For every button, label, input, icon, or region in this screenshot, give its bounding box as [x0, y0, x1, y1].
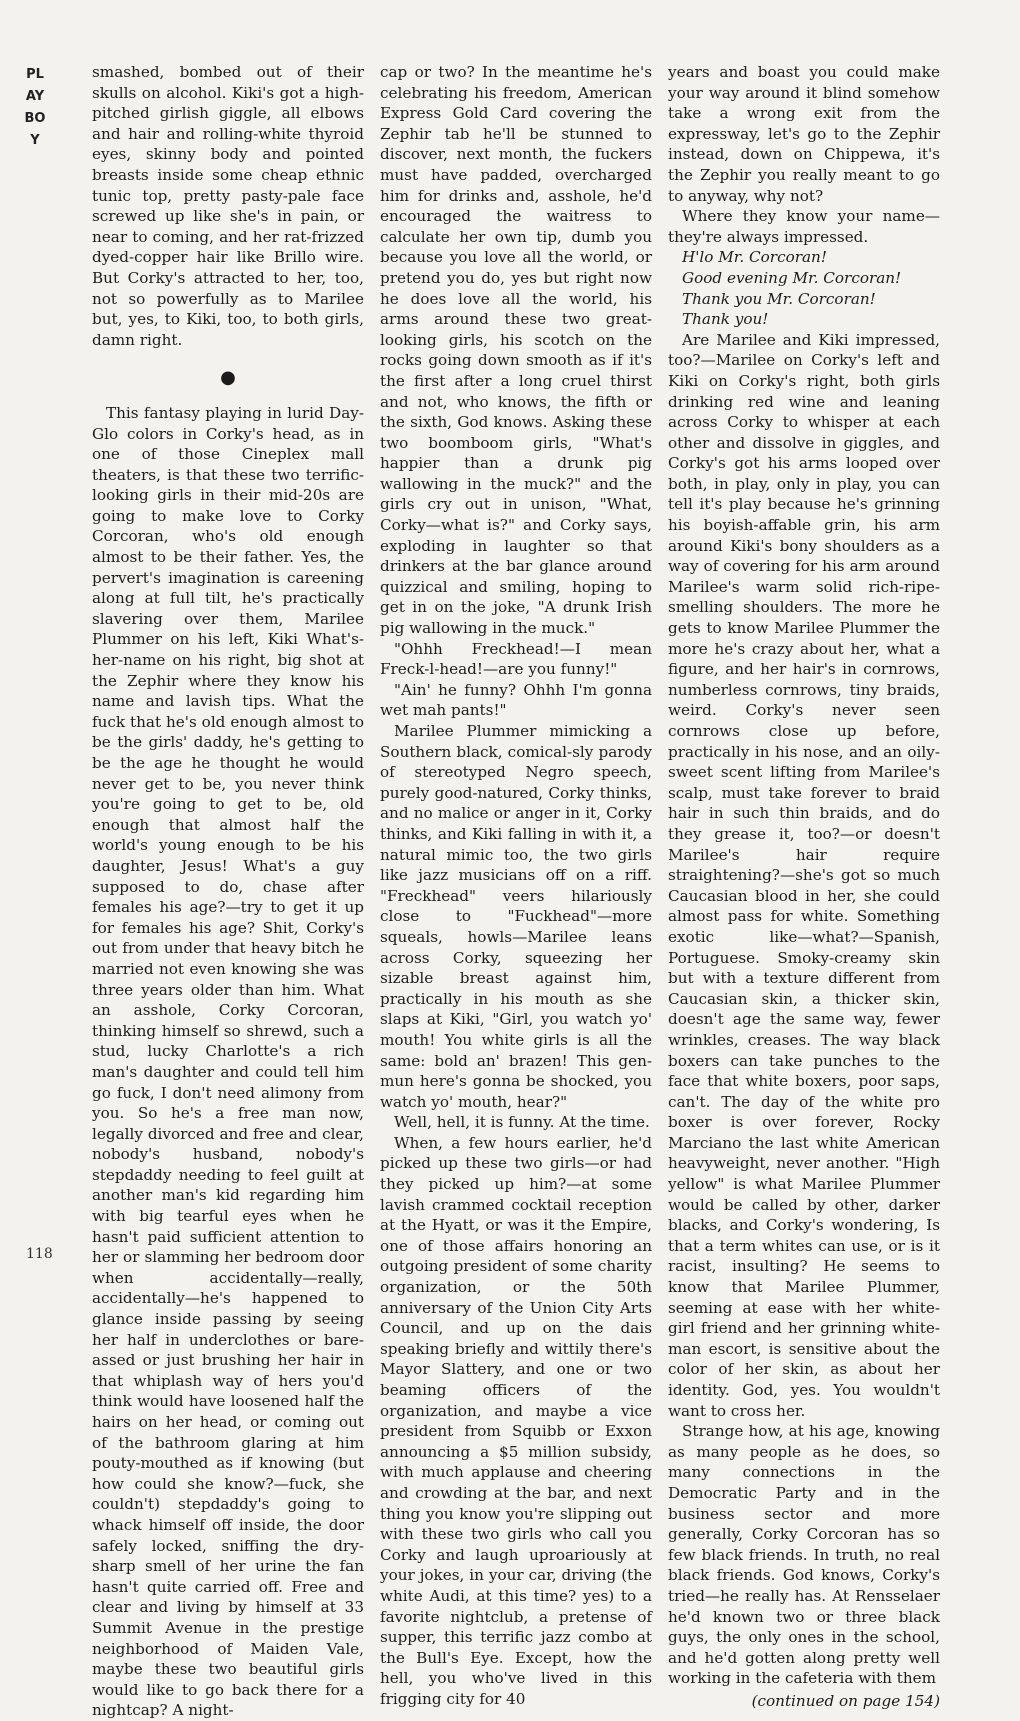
paragraph: When, a few hours earlier, he'd picked up these two girls—or had they picked up him?—at some lavish crammed cocktail reception at the Hyatt, or was it the Empire, one of those affairs honoring an outgoing president of some charity organization, or the 50th anniversary of the Union City Arts Council, and up on the dais speaking briefly and wittily there's Mayor Slattery, and one or two beaming officers of the organization, and maybe a vice president from Squibb or Exxon announcing a $5 million subsidy, with much applause and cheering and crowding at the bar, and next thing you know you're slipping out with these two girls who call you Corky and laugh uproariously at your jokes, in your car, driving (the white Audi, at this time? yes) to a favorite nightclub, a pretense of supper, this terrific jazz combo at the Bull's Eye. Except, how the hell, you who've lived in this frigging city for 40	[380, 1133, 652, 1708]
paragraph: Marilee Plummer mimicking a Southern black, comical-sly parody of stereotyped Negro speech, purely good-natured, Corky thinks, and no malice or anger in it, Corky thinks, and Kiki falling in with it, a natural mimic too, the two girls like jazz musicians off on a riff. "Freckhead" veers hilariously close to "Fuckhead"—more squeals, howls—Marilee leans across Corky, squeezing her sizable breast against him, practically in his mouth as she slaps at Kiki, "Girl, you watch yo' mouth! You white girls is all the same: bold an' brazen! This gen-mun here's gonna be shocked, you watch yo' mouth, hear?"	[380, 722, 652, 1111]
page-number: 118	[26, 1246, 53, 1262]
paragraph: "Ohhh Freckhead!—I mean Freck-l-head!—are you funny!"	[380, 639, 652, 679]
paragraph: cap or two? In the meantime he's celebrating his freedom, American Express Gold Card covering the Zephir tab he'll be stunned to discover, next month, the fuckers must have padded, overcharged him for drinks and, asshole, he'd encouraged the waitress to calculate her own tip, dumb you because you love all the world, or pretend you do, yes but right now he does love all the world, his arms around these two great-looking girls, his scotch on the rocks going down smooth as if it's the first after a long cruel thirst and not, who knows, the fifth or the sixth, God knows. Asking these two boomboom girls, "What's happier than a drunk pig wallowing in the muck?" and the girls cry out in unison, "What, Corky—what is?" and Corky says, exploding in laughter so that drinkers at the bar glance around quizzical and smiling, hoping to get in on the joke, "A drunk Irish pig wallowing in the muck."	[380, 63, 652, 638]
paragraph: years and boast you could make your way around it blind somehow take a wrong exit from the expressway, let's go to the Zephir instead, down on Chippewa, it's the Zephir you really meant to go to anyway, why not?	[668, 63, 940, 205]
paragraph: This fantasy playing in lurid Day-Glo colors in Corky's head, as in one of those Cineplex mall theaters, is that these two terrific-looking girls in their mid-20s are going to make love to Corky Corcoran, who's old enough almost to be their father. Yes, the pervert's imagination is careening along at full tilt, he's practically slavering over them, Marilee Plummer on his left, Kiki What's-her-name on his right, big shot at the Zephir where they know his name and lavish tips. What the fuck that he's old enough almost to be the girls' daddy, he's getting to be the age he thought he would never get to be, you never think you're going to get to be, old enough that almost half the world's young enough to be his daughter, Jesus! What's a guy supposed to do, chase after females his age?—try to get it up for females his age? Shit, Corky's out from under that heavy bitch he married not even knowing she was three years older than him. What an asshole, Corky Corcoran, thinking himself so shrewd, such a stud, lucky Charlotte's a rich man's daughter and could tell him go fuck, I don't need alimony from you. So he's a free man now, legally divorced and free and clear, nobody's husband, nobody's stepdaddy needing to feel guilt at another man's kid regarding him with big tearful eyes when he hasn't paid sufficient attention to her or slamming her bedroom door when accidentally—really, accidentally—he's happened to glance inside passing by seeing her half in underclothes or bare-assed or just brushing her hair in that whiplash way of hers you'd think would have loosened half the hairs on her head, or coming out of the bathroom glaring at him pouty-mouthed as if knowing (but how could she know?—fuck, she couldn't) stepdaddy's going to whack himself off inside, the door safely locked, sniffing the dry-sharp smell of her urine the fan hasn't quite carried off. Free and clear and living by himself at 33 Summit Avenue in the prestige neighborhood of Maiden Vale, maybe these two beautiful girls would like to go back there for a nightcap? A night-	[92, 403, 364, 1720]
paragraph: H'lo Mr. Corcoran!	[682, 248, 827, 267]
magazine-name: PLAYBOY	[24, 67, 46, 148]
paragraph: Thank you Mr. Corcoran!	[682, 289, 876, 308]
paragraph: Good evening Mr. Corcoran!	[682, 268, 902, 287]
continued-note: (continued on page 154)	[751, 1691, 940, 1710]
paragraph: Where they know your name—they're always impressed.	[668, 207, 940, 246]
paragraph: Well, hell, it is funny. At the time.	[394, 1113, 650, 1132]
paragraph: "Ain' he funny? Ohhh I'm gonna wet mah pants!"	[380, 680, 652, 720]
paragraph: Are Marilee and Kiki impressed, too?—Marilee on Corky's left and Kiki on Corky's right, both girls drinking red wine and leaning across Corky to whisper at each other and dissolve in giggles, and Corky's got his arms looped over both, in play, only in play, you can tell it's play because he's grinning his boyish-affable grin, his arm around Kiki's bony shoulders as a way of covering for his arm around Marilee's warm solid rich-ripe-smelling shoulders. The more he gets to know Marilee Plummer the more he's crazy about her, what a figure, and her hair's in cornrows, numberless cornrows, tiny braids, weird. Corky's never seen cornrows close up before, practically in his nose, and an oily-sweet scent lifting from Marilee's scalp, must take forever to braid hair in such thin braids, and do they grease it, too?—or doesn't Marilee's hair require straightening?—she's got so much Caucasian blood in her, she could almost pass for white. Something exotic like—what?—Spanish, Portuguese. Smoky-creamy skin but with a texture different from Caucasian skin, a thicker skin, doesn't age the same way, fewer wrinkles, creases. The way black boxers can take punches to the face that white boxers, poor saps, can't. The day of the white pro boxer is over forever, Rocky Marciano the last white American heavyweight, never another. "High yellow" is what Marilee Plummer would be called by other, darker blacks, and Corky's wondering, Is that a term whites can use, or is it racist, insulting? He seems to know that Marilee Plummer, seeming at ease with her white-girl friend and her grinning white-man escort, is sensitive about the color of her skin, as about her identity. God, yes. You wouldn't want to cross her.	[668, 330, 940, 1420]
text-column-1	[92, 62, 364, 1720]
text-column-2	[380, 62, 652, 1708]
paragraph: Thank you!	[682, 310, 769, 329]
paragraph: Strange how, at his age, knowing as many people as he does, so many connections in the Democratic Party and in the business sector and more generally, Corky Corcoran has so few black friends. In truth, no real black friends. God knows, Corky's tried—he really has. At Rensselaer he'd known two or three black guys, the only ones in the school, and he'd gotten along pretty well working in the cafeteria with them	[668, 1422, 940, 1688]
text-column-3	[668, 62, 940, 1710]
section-break-bullet: ●	[220, 367, 236, 389]
paragraph: smashed, bombed out of their skulls on alcohol. Kiki's got a high-pitched girlish giggle, all elbows and hair and rolling-white thyroid eyes, skinny body and pointed breasts inside some cheap ethnic tunic top, pretty pasty-pale face screwed up like she's in pain, or near to coming, and her rat-frizzed dyed-copper hair like Brillo wire. But Corky's attracted to her, too, not so powerfully as to Marilee but, yes, to Kiki, too, to both girls, damn right.	[92, 63, 364, 349]
